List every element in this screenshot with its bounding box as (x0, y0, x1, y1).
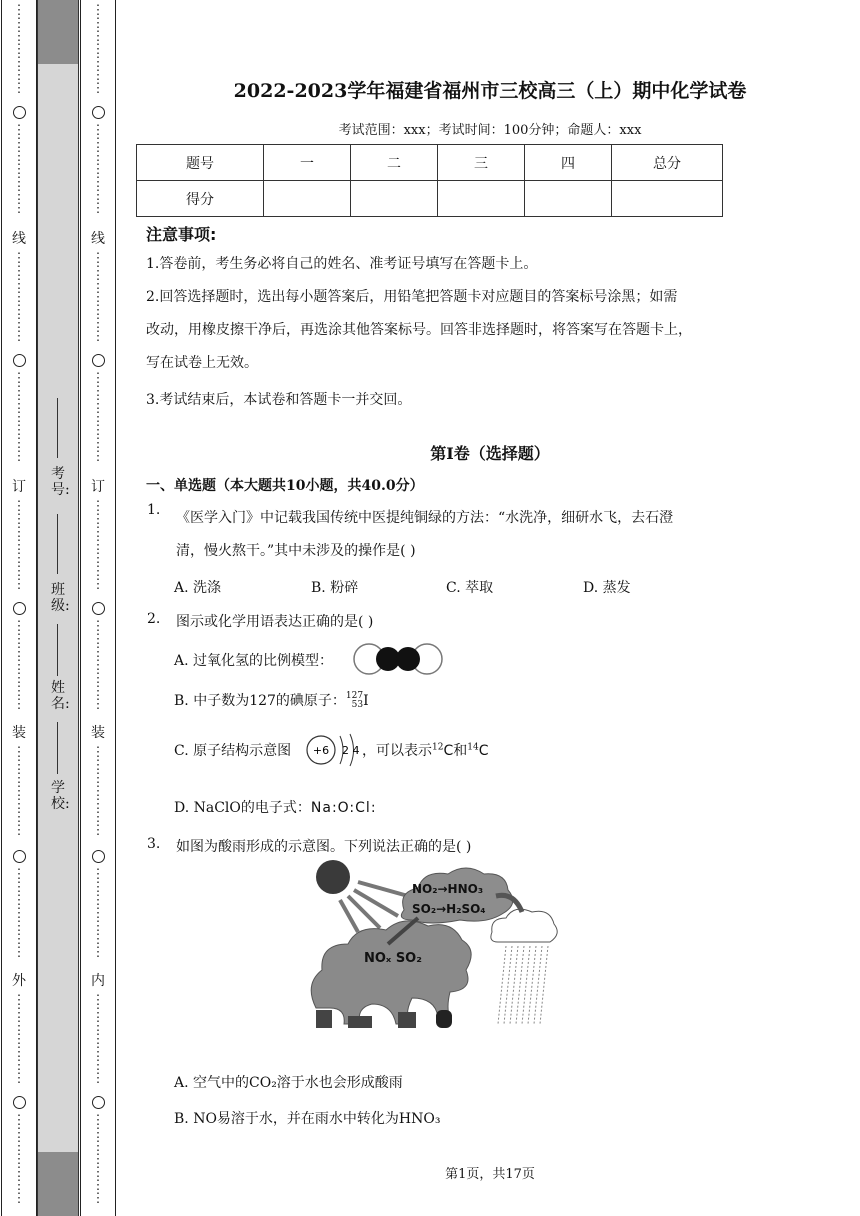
acid-rain-diagram (300, 858, 562, 1034)
dotted-line: ⋮ ⋮ ⋮ ⋮ ⋮ ⋮ ⋮ (91, 867, 105, 960)
table-cell: 得分 (137, 181, 264, 217)
mass-number: 14 (467, 742, 479, 753)
binding-label: 订 (12, 479, 26, 495)
dotted-line: ⋮ ⋮ ⋮ ⋮ ⋮ ⋮ ⋮ (12, 993, 26, 1086)
score-field[interactable] (525, 181, 612, 217)
binding-strip-fields (37, 0, 79, 1216)
binding-label: 线 (91, 231, 105, 247)
name-line (57, 624, 58, 676)
table-cell: 一 (264, 145, 351, 181)
option-text: B. 中子数为127的碘原子： (174, 693, 346, 709)
element-symbol: C (443, 743, 454, 759)
dotted-line: ⋮ ⋮ ⋮ ⋮ ⋮ ⋮ ⋮ (91, 371, 105, 464)
option-b (174, 690, 369, 710)
question-number: 2. (147, 611, 161, 627)
h2o2-model (352, 642, 444, 676)
dotted-line: ⋮ ⋮ ⋮ ⋮ ⋮ ⋮ ⋮ (91, 251, 105, 344)
dotted-line: ⋮ ⋮ ⋮ ⋮ ⋮ ⋮ ⋮ (12, 371, 26, 464)
dotted-line: ⋮ ⋮ ⋮ ⋮ ⋮ ⋮ ⋮ (12, 867, 26, 960)
shell-electrons: 2 4 (342, 744, 360, 757)
option-text: ，可以表示 (362, 743, 432, 759)
mass-number: 12 (432, 742, 444, 753)
atomic-number: 53 (351, 700, 364, 710)
binding-label: 装 (12, 725, 26, 741)
notes-heading: 注意事项: (146, 225, 217, 244)
binding-circle (92, 1096, 105, 1109)
option-text: C. 原子结构示意图 (174, 743, 292, 759)
page-footer: 第1页，共17页 (445, 1167, 535, 1182)
binding-label: 外 (12, 973, 26, 989)
class-line (57, 514, 58, 574)
element-symbol: I (363, 693, 369, 709)
notes-line: 改动，用橡皮擦干净后，再选涂其他答案标号。回答非选择题时，将答案写在答题卡上， (146, 322, 692, 338)
option-d: D. 蒸发 (583, 580, 631, 596)
factory-icon (316, 1010, 332, 1028)
reaction-no2: NO₂→HNO₃ (412, 882, 484, 896)
question-number: 1. (147, 502, 161, 518)
dotted-line: ⋮ ⋮ ⋮ ⋮ ⋮ ⋮ ⋮ (91, 499, 105, 592)
score-field[interactable] (351, 181, 438, 217)
table-cell: 四 (525, 145, 612, 181)
score-field[interactable] (264, 181, 351, 217)
question-stem: 图示或化学用语表达正确的是( ) (176, 614, 374, 630)
school-label: 学校: (51, 780, 70, 812)
mass-number: 127 (345, 691, 364, 701)
class-label: 班级: (51, 582, 70, 614)
chimney-icon (436, 1010, 452, 1028)
option-b: B. 粉碎 (311, 580, 359, 596)
binding-label: 内 (91, 973, 105, 989)
nuclide-numbers (346, 692, 363, 710)
binding-circle (92, 602, 105, 615)
question-line: 《医学入门》中记载我国传统中医提纯铜绿的方法：“水洗净，细研水飞，去石澄 (176, 510, 674, 526)
option-c (174, 740, 291, 760)
binding-strip-outer (1, 0, 37, 1216)
notes-line: 1.答卷前，考生务必将自己的姓名、准考证号填写在答题卡上。 (146, 256, 538, 272)
truck-icon (348, 1016, 372, 1028)
dotted-line: ⋮ ⋮ ⋮ ⋮ ⋮ ⋮ ⋮ (91, 745, 105, 838)
score-field[interactable] (612, 181, 723, 217)
score-table (136, 144, 723, 217)
option-c-continued (362, 740, 488, 760)
question-line: 清，慢火熬干。”其中未涉及的操作是( ) (176, 543, 416, 559)
exam-info: 考试范围：xxx；考试时间：100分钟；命题人：xxx (338, 123, 642, 138)
notes-line: 3.考试结束后，本试卷和答题卡一并交回。 (146, 392, 412, 408)
dotted-line: ⋮ ⋮ ⋮ ⋮ ⋮ ⋮ ⋮ (12, 251, 26, 344)
dotted-line: ⋮ ⋮ ⋮ ⋮ ⋮ ⋮ ⋮ (91, 123, 105, 216)
atomic-structure-diagram (304, 728, 360, 772)
dotted-line: ⋮ ⋮ ⋮ ⋮ ⋮ ⋮ ⋮ (91, 1113, 105, 1206)
pollutant-label: NOₓ SO₂ (364, 951, 422, 966)
option-text: D. NaClO的电子式： (174, 800, 311, 816)
electron-formula: Na:O:Cl: (310, 800, 377, 816)
dotted-line: ⋮ ⋮ ⋮ ⋮ ⋮ ⋮ ⋮ (91, 993, 105, 1086)
dotted-line: ⋮ ⋮ ⋮ ⋮ ⋮ ⋮ ⋮ (12, 123, 26, 216)
option-a: A. 洗涤 (174, 580, 222, 596)
option-text: 和 (453, 743, 468, 759)
dotted-line: ⋮ ⋮ ⋮ ⋮ ⋮ ⋮ ⋮ (91, 619, 105, 712)
reaction-so2: SO₂→H₂SO₄ (412, 902, 486, 916)
dotted-line: ⋮ ⋮ ⋮ ⋮ ⋮ ⋮ ⋮ (12, 619, 26, 712)
dotted-line: ⋮ ⋮ ⋮ ⋮ ⋮ ⋮ ⋮ (12, 499, 26, 592)
table-cell: 总分 (612, 145, 723, 181)
part-title: 一、单选题（本大题共10小题，共40.0分） (146, 478, 424, 494)
score-field[interactable] (438, 181, 525, 217)
exam-title: 2022-2023学年福建省福州市三校高三（上）期中化学试卷 (233, 80, 747, 102)
dotted-line: ⋮ ⋮ ⋮ ⋮ ⋮ ⋮ ⋮ (12, 745, 26, 838)
strip-cap-top (38, 0, 78, 64)
school-line (57, 722, 58, 774)
table-cell: 题号 (137, 145, 264, 181)
rain-drops (498, 946, 548, 1024)
binding-label: 线 (12, 231, 26, 247)
notes-line: 2.回答选择题时，选出每小题答案后，用铅笔把答题卡对应题目的答案标号涂黑；如需 (146, 289, 678, 305)
binding-label: 装 (91, 725, 105, 741)
exam-no-line (57, 398, 58, 458)
option-d (174, 797, 377, 817)
notes-line: 写在试卷上无效。 (146, 355, 258, 371)
option-c: C. 萃取 (446, 580, 494, 596)
binding-circle (13, 602, 26, 615)
binding-circle (13, 354, 26, 367)
table-cell: 三 (438, 145, 525, 181)
oxygen-atom (396, 647, 420, 671)
name-label: 姓名: (51, 680, 70, 712)
dotted-line: ⋮ ⋮ ⋮ ⋮ ⋮ ⋮ ⋮ (12, 1113, 26, 1206)
binding-circle (92, 850, 105, 863)
option-a: A. 空气中的CO₂溶于水也会形成酸雨 (174, 1075, 403, 1091)
nucleus-charge: +6 (312, 744, 330, 757)
strip-cap-bottom (38, 1152, 78, 1216)
pollution-cloud (311, 921, 471, 1024)
house-icon (398, 1012, 416, 1028)
question-number: 3. (147, 836, 161, 852)
binding-circle (13, 1096, 26, 1109)
binding-circle (13, 106, 26, 119)
option-a: A. 过氧化氢的比例模型： (174, 653, 334, 669)
question-stem: 如图为酸雨形成的示意图。下列说法正确的是( ) (176, 839, 472, 855)
binding-strip-inner (80, 0, 116, 1216)
dotted-line: ⋮ ⋮ ⋮ ⋮ ⋮ ⋮ ⋮ (91, 3, 105, 96)
table-cell: 二 (351, 145, 438, 181)
option-b: B. NO易溶于水，并在雨水中转化为HNO₃ (174, 1111, 441, 1127)
section-title: 第I卷（选择题） (430, 444, 550, 463)
binding-label: 订 (91, 479, 105, 495)
element-symbol: C (478, 743, 489, 759)
score-table-header-row (137, 145, 723, 181)
dotted-line: ⋮ ⋮ ⋮ ⋮ ⋮ ⋮ ⋮ (12, 3, 26, 96)
score-table-score-row (137, 181, 723, 217)
binding-circle (92, 354, 105, 367)
sun-icon (316, 860, 350, 894)
binding-circle (92, 106, 105, 119)
binding-circle (13, 850, 26, 863)
exam-no-label: 考号: (51, 466, 70, 498)
